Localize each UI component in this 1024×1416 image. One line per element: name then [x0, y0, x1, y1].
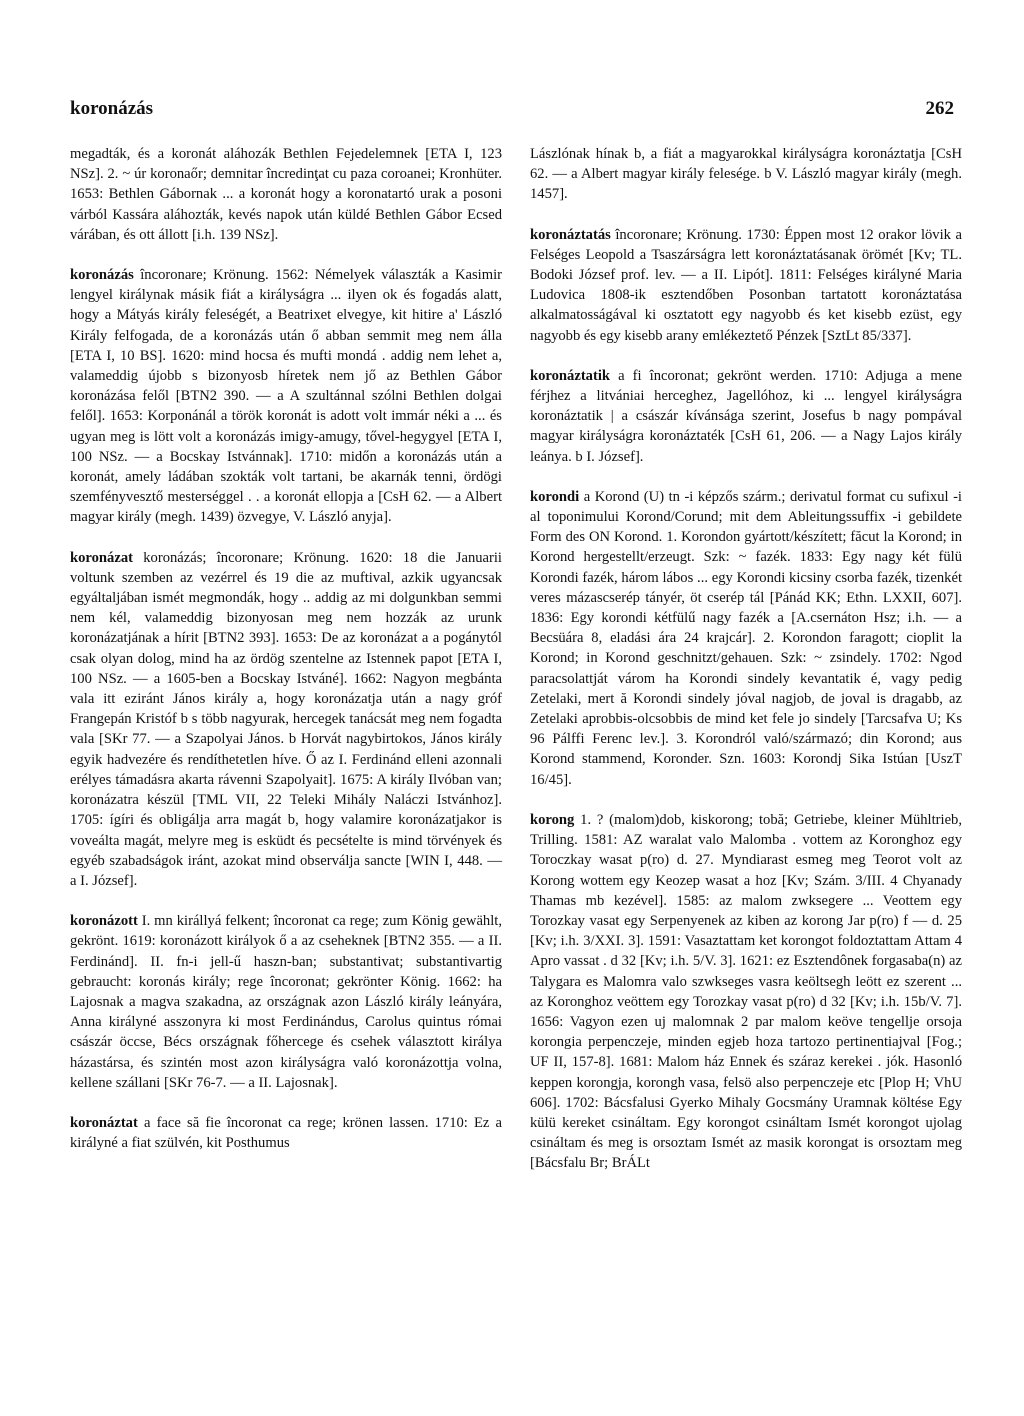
- dictionary-entry: [530, 366, 962, 467]
- entry-text: încoronare; Krönung. 1562: Némelyek választák a Kasimir lengyel királynak másik fiát a királyságra ... ilyen ok és fogadás alatt, hogy a Mátyás király feleségét, a Beatrixet elvegye, kit hitire a' László Király felfogada, de a koronázás után ő abban semmit meg nem álla [ETA I, 10 BS]. 1620: mind hocsa és mufti mondá . addig nem lehet a, valameddig újobb s bizonyosb híretek nem jő az Bethlen Gábor koronázása felől [BTN2 390. — a A szultánnal szólni Bethlen dolgai felől]. 1653: Korponánál a török koronát is adott volt immár néki a ... és ugyan meg is lött volt a koronázás imigy-amugy, tővel-hegygyel [ETA I, 100 NSz. — a Bocskay Istvánnak]. 1710: midőn a koronázás után a koronát, amely ládában szokták volt tartani, be akarnák tenni, ördögi szemfényvesztő mesterséggel . . a koronát ellopja a [CsH 62. — a Albert magyar király (megh. 1439) özvegye, V. László anyja].: [70, 267, 502, 526]
- dictionary-entry: [530, 487, 962, 790]
- text-columns: [70, 144, 962, 1384]
- entry-text: I. mn királlyá felkent; încoronat ca rege; zum König gewählt, gekrönt. 1619: koronázott királyok ő a az cseheknek [BTN2 355. — a II. Ferdinánd]. II. fn-i jell-ű haszn-ban; substantivat; substantivartig gebraucht: koronás király; rege încoronat; gekrönter König. 1662: ha Lajosnak a magva szakadna, az országnak azon László király leányára, Anna királyné asszonyra ki most Ferdinándus, Carolus quintus római császár öccse, Bécs országnak főhercege és csehek választott királya házastársa, és szintén most azon királyságra való koronázottja volna, kellene szállani [SKr 76-7. — a II. Lajosnak].: [70, 913, 502, 1091]
- dictionary-entry: [70, 1113, 502, 1153]
- entry-headword: koronázat: [70, 549, 133, 566]
- right-column: [530, 144, 962, 1384]
- entry-headword: korondi: [530, 488, 580, 505]
- entry-text: megadták, és a koronát aláhozák Bethlen Fejedelemnek [ETA I, 123 NSz]. 2. ~ úr koronaőr; demnitar încredinţat cu paza coroanei; Kronhüter. 1653: Bethlen Gábornak ... a koronát hogy a koronatartó urak a posoni várból Kassára aláhozták, kevés napok után küldé Bethlen Gábor Ecsed várában, és ott állott [i.h. 139 NSz].: [70, 146, 502, 243]
- dictionary-entry: [530, 225, 962, 346]
- left-column: [70, 144, 502, 1384]
- entry-text: a fi încoronat; gekrönt werden. 1710: Adjuga a mene férjhez a litvániai herceghez, Jagellóhoz, ki ... lengyel királyságra koronáztatik | a császár kívánsága szerint, Josefus b nagy pompával magyar királyságra koronáztaték [CsH 61, 206. — a Nagy Lajos király leánya. b I. József].: [530, 367, 962, 465]
- entry-text: koronázás; încoronare; Krönung. 1620: 18 die Januarii voltunk szemben az vezérrel és 19 die az muftival, azkik ugyancsak egyáltaljában ismét megmondák, hogy .. addig az mi dolgunkban semmi nem kél, valameddig bizonyosan meg nem hozzák az urunk koronázatjának a hírit [BTN2 393]. 1653: De az koronázat a a pogánytól csak olyan dolog, mind ha az ördög szentelne az Istennek papot [ETA I, 100 NSz. — a 1605-ben a Bocskay Istváné]. 1662: Nagyon megbánta vala itt eziránt János király a, hogy koronázatja után a nagy gróf Frangepán Kristóf b s több nagyurak, hercegek tanácsát meg nem fogadta vala [SKr 77. — a Szapolyai János. b Horvát nagybirtokos, János király egyik hadvezére és rendíthetetlen híve. Ő az I. Ferdinánd elleni azonnali erélyes támadásra akarta rávenni Szapolyait]. 1675: A király Ilvóban van; koronázatra készül [TML VII, 22 Teleki Mihály Naláczi Istvánhoz]. 1705: ígíri és obligálja arra magát b, hogy valamire koronázatjakor is voveálta magát, melyre meg is esküdt és pecsételte is mind törvények és egyéb szabadságok iránt, azokat mind observálja sancte [WIN I, 448. — a I. József].: [70, 549, 502, 889]
- entry-headword: koronázott: [70, 913, 138, 930]
- entry-headword: koronáztatik: [530, 367, 611, 384]
- entry-text: 1. ? (malom)dob, kiskorong; tobă; Getriebe, kleiner Mühltrieb, Trilling. 1581: AZ waralat valo Malomba . vottem az Koronghoz egy Toroczkay wasat p(ro) d. 27. Myndiarast esmeg meg Teorot volt az Korong wottem egy Keozep wasat a hoz [Kv; Szám. 3/III. 4 Chyanady Thamas mb kezével]. 1585: az malom zwksegere ... Veottem egy Torozkay vasat egy Serpenyenek az kiben az korong Jar p(ro) f — d. 25 [Kv; i.h. 3/XXI. 3]. 1591: Vasaztattam ket korongot foldoztattam Attam 4 Apro vassat . d 32 [Kv; i.h. 5/V. 3]. 1621: ez Esztendônek forgasaba(n) az Talygara es Malomra valo szwkseges vasra keöltsegh leött ez szerent ... az Koronghoz veöttem egy Torozkay vasat p(ro) d 32 [Kv; i.h. 15b/V. 7]. 1656: Vagyon ezen uj malomnak 2 par malom keöve tengellje orsoja korongia perpenczeje, minden egjeb hoza tartozo pertinentiajval [Fog.; UF II, 157-8]. 1681: Malom ház Ennek és száraz kerekei . jók. Hasonló keppen korongja, korongh vasa, felsö also perpenczeje etc [Plop H; VhU 606]. 1702: Bácsfalusi Gyerko Mihaly Gocsmány Uramnak költése Egy külü kereket csináltam. Egy korongot csináltam Ismét korongot ujolag csináltam és meg is orsoztam Ismét az masik korongat is orsoztam meg [Bácsfalu Br; BrÁLt: [530, 811, 962, 1172]
- entry-headword: koronáztat: [70, 1114, 138, 1131]
- entry-text: Lászlónak hínak b, a fiát a magyarokkal királyságra koronáztatja [CsH 62. — a Albert magyar király felesége. b V. László magyar király (megh. 1457].: [530, 146, 962, 203]
- dictionary-entry: [70, 265, 502, 528]
- entry-text: încoronare; Krönung. 1730: Éppen most 12 orakor lövik a Felséges Leopold a Tsaszárságra lett koronáztatásanak örömét [Kv; TL. Bodoki József prof. lev. — a II. Lipót]. 1811: Felséges királyné Maria Ludovica 1808-ik esztendőben Posonban tartatott koronáztatása alkalmatosságával ki osztatott egy nagyobb és ket kisebb ezüst, egy nagyobb és egy kisebb arany emlékeztető Pénzek [SztLt 85/337].: [530, 226, 962, 344]
- entry-headword: korong: [530, 811, 575, 828]
- entry-headword: koronázás: [70, 267, 134, 284]
- entry-text: a Korond (U) tn -i képzős szárm.; derivatul format cu sufixul -i al toponimului Korond/Corund; mit dem Ableitungssuffix -i gebildete Form des ON Korond. 1. Korondon gyártott/készített; făcut la Korond; in Korond hergestellt/erzeugt. Szk: ~ fazék. 1833: Egy nagy két fülü Korondi fazék, három lábos ... egy Korondi kicsiny csorba fazék, tizenkét veres mázascserép tányér, öt cserép tál [Pánád KK; Ethn. LXXII, 607]. 1836: Egy korondi kétfülű nagy fazék a [A.csernáton Hsz; i.h. — a Becsüára 8, eladási ára 24 krajcár]. 2. Korondon faragott; cioplit la Korond; in Korond geschnitzt/gehauen. Szk: ~ zsindely. 1702: Ngod paracsolattját várom ha Korondi sindely kevantatik é, vagy pedig Zetelaki, mert ă Korondi sindely jóval nagjob, de joval is dragabb, az Zetelaki aprobbis-olcsobbis de mind ket fele jo sindely [Tarcsafva U; Ks 96 Pálffi Ferenc lev.]. 3. Korondról való/származó; din Korond; aus Korond stammend, Koronder. Szn. 1603: Korondj Sika Istúan [UszT 16/45].: [530, 488, 962, 788]
- entry-headword: koronáztatás: [530, 226, 611, 243]
- entry-continuation: [530, 144, 962, 205]
- dictionary-entry: [70, 911, 502, 1093]
- dictionary-entry: [530, 810, 962, 1174]
- dictionary-entry: [70, 548, 502, 891]
- running-headword: koronázás: [70, 98, 154, 119]
- entry-text: a face să fie încoronat ca rege; krönen lassen. 1710: Ez a királyné a fiat szülvén, kit Posthumus: [70, 1114, 502, 1152]
- page-number: 262: [925, 98, 954, 119]
- entry-continuation: [70, 144, 502, 245]
- running-head: [70, 98, 954, 120]
